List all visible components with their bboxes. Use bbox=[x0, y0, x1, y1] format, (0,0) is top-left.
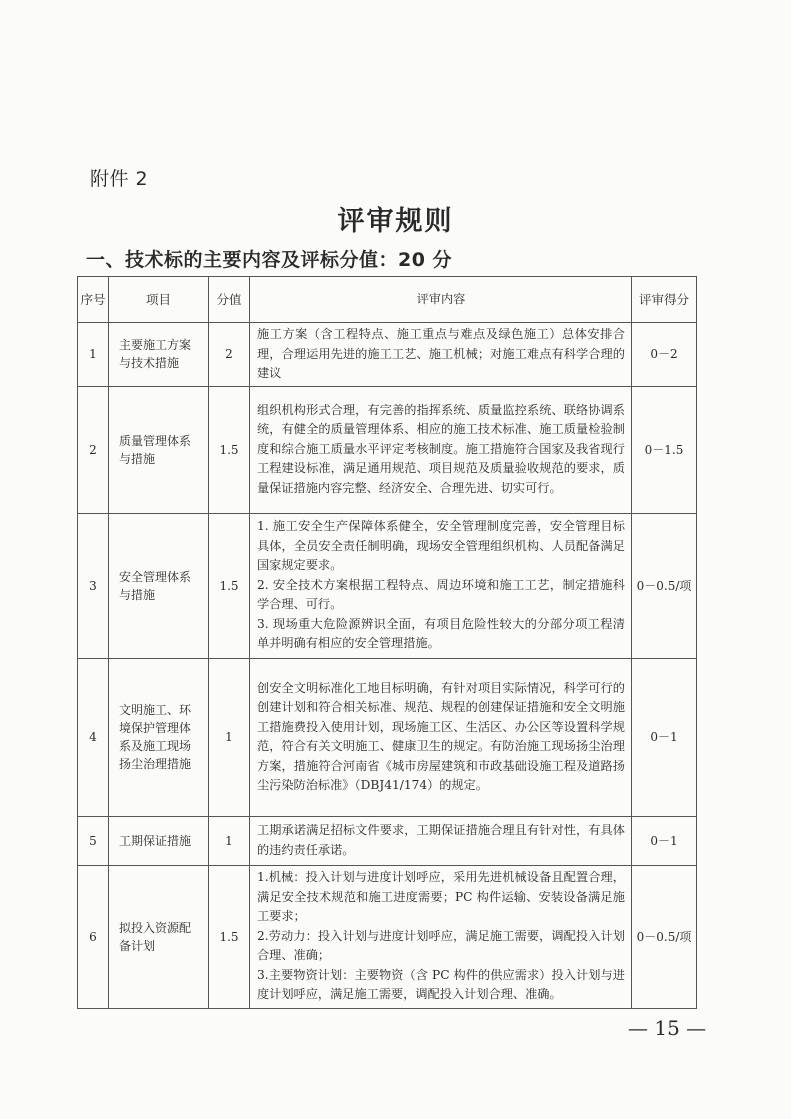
attachment-label: 附件 2 bbox=[90, 168, 149, 190]
table-row bbox=[78, 865, 697, 1008]
header-item: 项目 bbox=[109, 277, 209, 323]
row-item: 主要施工方案与技术措施 bbox=[109, 323, 209, 387]
table-row bbox=[78, 658, 697, 816]
row-no: 6 bbox=[78, 865, 109, 1008]
row-no: 3 bbox=[78, 513, 109, 658]
row-content bbox=[250, 386, 632, 513]
row-score: 1.5 bbox=[209, 865, 250, 1008]
row-score: 1 bbox=[209, 816, 250, 865]
content-line: 工期承诺满足招标文件要求，工期保证措施合理且有针对性，有具体的违约责任承诺。 bbox=[257, 823, 625, 857]
row-content bbox=[250, 865, 632, 1008]
row-result: 0－0.5/项 bbox=[632, 513, 697, 658]
table-row bbox=[78, 386, 697, 513]
row-no: 2 bbox=[78, 386, 109, 513]
row-result: 0－2 bbox=[632, 323, 697, 387]
header-content: 评审内容 bbox=[250, 277, 632, 323]
header-score: 分值 bbox=[209, 277, 250, 323]
row-item: 文明施工、环境保护管理体系及施工现场扬尘治理措施 bbox=[109, 658, 209, 816]
row-item: 工期保证措施 bbox=[109, 816, 209, 865]
scoring-table bbox=[77, 276, 697, 1009]
table-row bbox=[78, 323, 697, 387]
table-row bbox=[78, 816, 697, 865]
document-title: 评审规则 bbox=[337, 206, 454, 237]
row-content bbox=[250, 513, 632, 658]
row-result: 0－1 bbox=[632, 816, 697, 865]
content-line: 1.机械：投入计划与进度计划呼应，采用先进机械设备且配置合理，满足安全技术规范和施工进度需要；PC 构件运输、安装设备满足施工要求； bbox=[257, 870, 625, 924]
row-result: 0－0.5/项 bbox=[632, 865, 697, 1008]
row-no: 4 bbox=[78, 658, 109, 816]
content-line: 2.劳动力：投入计划与进度计划呼应，满足施工需要，调配投入计划合理、准确； bbox=[257, 928, 625, 963]
header-result: 评审得分 bbox=[632, 277, 697, 323]
row-score: 1.5 bbox=[209, 386, 250, 513]
row-result: 0－1 bbox=[632, 658, 697, 816]
row-item: 质量管理体系与措施 bbox=[109, 386, 209, 513]
content-line: 3. 现场重大危险源辨识全面，有项目危险性较大的分部分项工程清单并明确有相应的安全管理措施。 bbox=[257, 616, 625, 651]
table-row bbox=[78, 513, 697, 658]
row-content bbox=[250, 323, 632, 387]
content-line: 施工方案（含工程特点、施工重点与难点及绿色施工）总体安排合理，合理运用先进的施工工艺、施工机械；对施工难点有科学合理的建议 bbox=[257, 327, 625, 380]
row-score: 1 bbox=[209, 658, 250, 816]
row-content bbox=[250, 816, 632, 865]
row-item: 拟投入资源配备计划 bbox=[109, 865, 209, 1008]
section-heading: 一、技术标的主要内容及评标分值：20 分 bbox=[86, 249, 453, 271]
content-line: 创安全文明标准化工地目标明确，有针对项目实际情况，科学可行的创建计划和符合相关标准、规范、规程的创建保证措施和安全文明施工措施费投入使用计划，现场施工区、生活区、办公区等设置科学规范，符合有关文明施工、健康卫生的规定。有防治施工现场扬尘治理方案，措施符合河南省《城市房屋建筑和市政基础设施工程及道路扬尘污染防治标准》（DBJ41/174）的规定。 bbox=[257, 680, 625, 792]
row-score: 1.5 bbox=[209, 513, 250, 658]
row-content bbox=[250, 658, 632, 816]
content-line: 2. 安全技术方案根据工程特点、周边环境和施工工艺，制定措施科学合理、可行。 bbox=[257, 577, 625, 612]
table-header-row bbox=[78, 277, 697, 323]
content-line: 1. 施工安全生产保障体系健全，安全管理制度完善，安全管理目标具体，全员安全责任制明确，现场安全管理组织机构、人员配备满足国家规定要求。 bbox=[257, 519, 625, 573]
row-item: 安全管理体系与措施 bbox=[109, 513, 209, 658]
row-result: 0－1.5 bbox=[632, 386, 697, 513]
content-line: 3.主要物资计划：主要物资（含 PC 构件的供应需求）投入计划与进度计划呼应，满足施工需要，调配投入计划合理、准确。 bbox=[257, 967, 625, 1002]
content-line: 组织机构形式合理，有完善的指挥系统、质量监控系统、联络协调系统，有健全的质量管理体系、相应的施工技术标准、施工质量检验制度和综合施工质量水平评定考核制度。施工措施符合国家及我省现行工程建设标准，满足通用规范、项目规范及质量验收规范的要求，质量保证措施内容完整、经济安全、合理先进、切实可行。 bbox=[257, 402, 625, 495]
row-score: 2 bbox=[209, 323, 250, 387]
row-no: 1 bbox=[78, 323, 109, 387]
page-number: — 15 — bbox=[628, 1016, 707, 1040]
row-no: 5 bbox=[78, 816, 109, 865]
header-no: 序号 bbox=[78, 277, 109, 323]
